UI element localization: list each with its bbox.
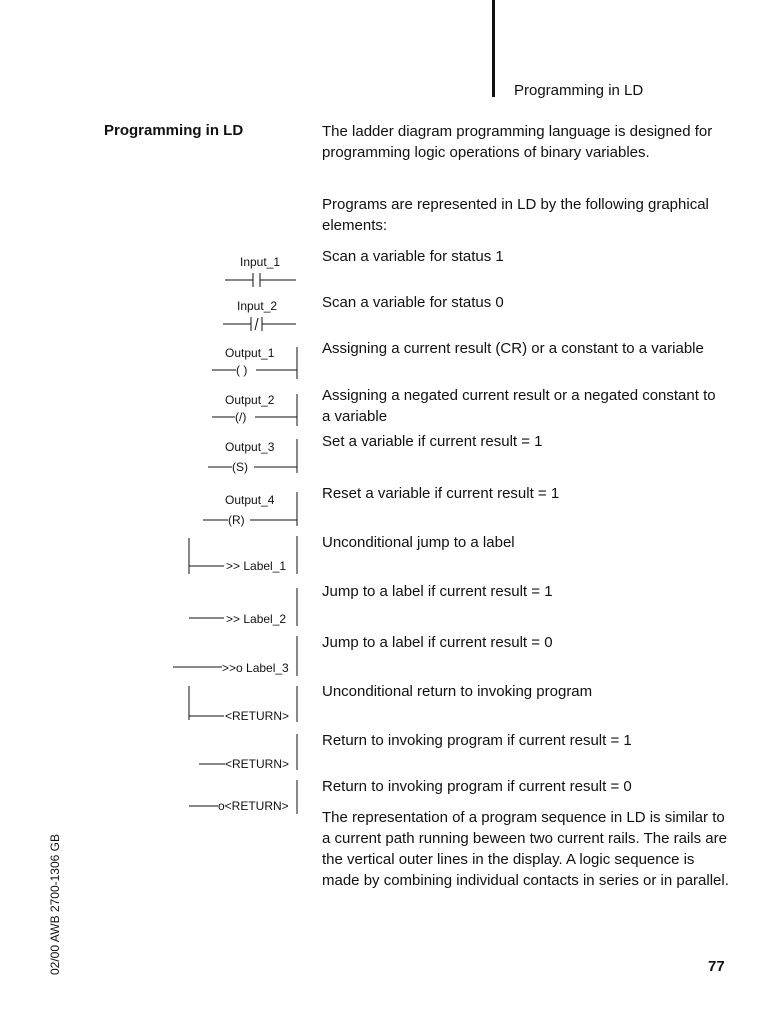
- return-2-description: Return to invoking program if current result = 1: [322, 732, 632, 749]
- outro-paragraph: The representation of a program sequence in LD is similar to a current path running beween two current rails. The rails are the vertical outer lines in the display. A logic sequence is made by combining individual contacts in series or in parallel.: [322, 809, 729, 889]
- output-3-description: Set a variable if current result = 1: [322, 433, 543, 450]
- output-2-coil: (/): [235, 410, 247, 424]
- output-1-coil-symbol: [160, 343, 310, 381]
- jump-3-symbol: [160, 634, 310, 678]
- intro-paragraph-1: The ladder diagram programming language is designed for programming logic operations of binary variables.: [322, 123, 713, 161]
- header-rule: [492, 0, 495, 97]
- output-2-label: Output_2: [225, 393, 275, 407]
- running-head: Programming in LD: [514, 82, 644, 99]
- jump-2-description: Jump to a label if current result = 1: [322, 583, 553, 600]
- output-4-label: Output_4: [225, 493, 275, 507]
- jump-2-symbol: [160, 586, 310, 628]
- return-1-label: <RETURN>: [225, 709, 290, 723]
- output-3-label: Output_3: [225, 440, 275, 454]
- output-3-set-coil-symbol: [160, 437, 310, 475]
- jump-2-label: >> Label_2: [226, 612, 287, 626]
- return-3-label: o<RETURN>: [218, 799, 289, 813]
- page-number: 77: [708, 958, 725, 975]
- output-4-reset-coil-symbol: [160, 490, 310, 528]
- input-2-contact-symbol: [160, 296, 310, 332]
- document-code: 02/00 AWB 2700-1306 GB: [48, 834, 62, 975]
- jump-1-label: >> Label_1: [226, 559, 287, 573]
- return-1-symbol: [160, 684, 310, 724]
- intro-paragraph-2: Programs are represented in LD by the following graphical elements:: [322, 196, 709, 234]
- output-2-negated-coil-symbol: [160, 390, 310, 428]
- output-1-description: Assigning a current result (CR) or a constant to a variable: [322, 340, 704, 357]
- output-2-description: Assigning a negated current result or a negated constant to a variable: [322, 387, 716, 425]
- return-3-description: Return to invoking program if current result = 0: [322, 778, 632, 795]
- return-1-description: Unconditional return to invoking program: [322, 683, 593, 700]
- return-2-symbol: [160, 732, 310, 772]
- input-1-description: Scan a variable for status 1: [322, 248, 504, 265]
- jump-1-description: Unconditional jump to a label: [322, 534, 515, 551]
- return-2-label: <RETURN>: [225, 757, 290, 771]
- output-4-description: Reset a variable if current result = 1: [322, 485, 560, 502]
- input-2-description: Scan a variable for status 0: [322, 294, 504, 311]
- jump-3-label: >>o Label_3: [222, 661, 289, 675]
- input-1-contact-symbol: [160, 252, 310, 288]
- output-1-coil: ( ): [236, 363, 248, 377]
- section-title: Programming in LD: [104, 122, 244, 139]
- output-3-coil: (S): [232, 460, 248, 474]
- input-2-label: Input_2: [237, 299, 278, 313]
- output-4-coil: (R): [228, 513, 245, 527]
- input-1-label: Input_1: [240, 255, 281, 269]
- jump-3-description: Jump to a label if current result = 0: [322, 634, 553, 651]
- output-1-label: Output_1: [225, 346, 275, 360]
- return-3-symbol: [160, 778, 310, 818]
- jump-1-symbol: [160, 534, 310, 578]
